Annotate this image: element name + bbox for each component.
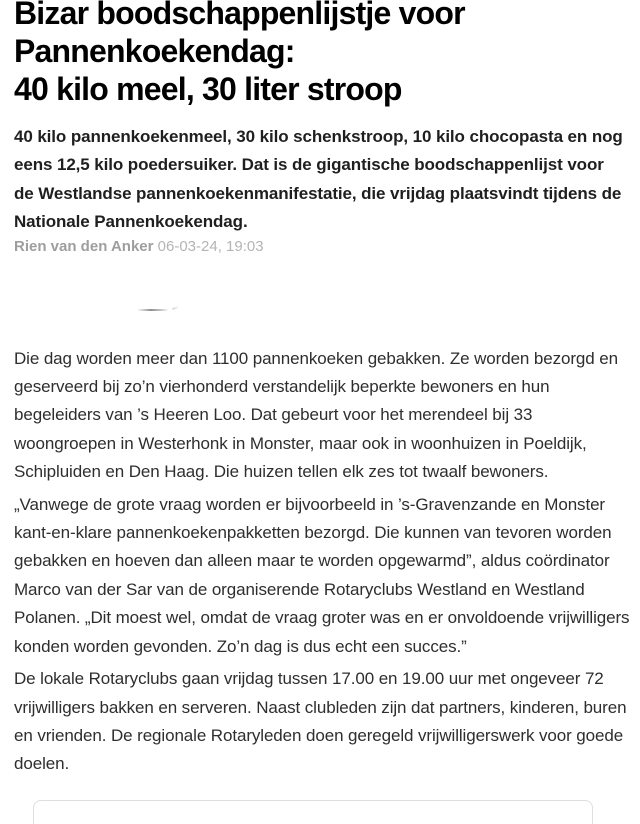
article-lede: 40 kilo pannenkoekenmeel, 30 kilo schenkstroop, 10 kilo chocopasta en nog eens 12,5 kilo poedersuiker. Dat is de gigantische boodschappenlijst voor de Westlandse pannenkoekenmanifestatie, die vrijdag plaatsvindt tijdens de Nationale Pannenkoekendag. bbox=[14, 127, 623, 232]
related-article-card[interactable] bbox=[33, 800, 593, 824]
article-paragraph: „Vanwege de grote vraag worden er bijvoorbeeld in ’s-Gravenzande en Monster kant-en-klare pannenkoekenpakketten bezorgd. Die kunnen van tevoren worden gebakken en hoeven dan alleen maar te worden opgewarmd”, aldus coördinator Marco van der Sar van de organiserende Rotaryclubs Westland en Westland Polanen. „Dit moest wel, omdat de vraag groter was en er onvoldoende vrijwilligers konden worden gevonden. Zo’n dag is dus echt een succes.” bbox=[14, 494, 630, 656]
headline-line-1: Bizar boodschappenlijstje voor bbox=[14, 0, 465, 31]
headline-line-3: 40 kilo meel, 30 liter stroop bbox=[14, 71, 402, 107]
artifact-speck bbox=[172, 306, 179, 310]
headline-line-2: Pannenkoekendag: bbox=[14, 33, 295, 69]
image-loading-artifact bbox=[14, 309, 626, 312]
publish-timestamp: 06-03-24, 19:03 bbox=[157, 237, 264, 255]
artifact-dash bbox=[137, 309, 168, 311]
article-paragraph: De lokale Rotaryclubs gaan vrijdag tussen 17.00 en 19.00 uur met ongeveer 72 vrijwilligers bakken en serveren. Naast clubleden zijn dat partners, kinderen, buren en vrienden. De regionale Rotaryleden doen geregeld vrijwilligerswerk voor goede doelen. bbox=[14, 669, 627, 774]
byline bbox=[14, 237, 626, 257]
article-paragraph: Die dag worden meer dan 1100 pannenkoeken gebakken. Ze worden bezorgd en geserveerd bij zo’n vierhonderd verstandelijk beperkte bewoners en hun begeleiders van ’s Heeren Loo. Dat gebeurt voor het merendeel bij 33 woongroepen in Westerhonk in Monster, maar ook in woonhuizen in Poeldijk, Schipluiden en Den Haag. Die huizen tellen elk zes tot twaalf bewoners. bbox=[14, 348, 618, 482]
page-title bbox=[14, 0, 626, 108]
article-body bbox=[14, 345, 630, 779]
author-name: Rien van den Anker bbox=[14, 237, 158, 255]
